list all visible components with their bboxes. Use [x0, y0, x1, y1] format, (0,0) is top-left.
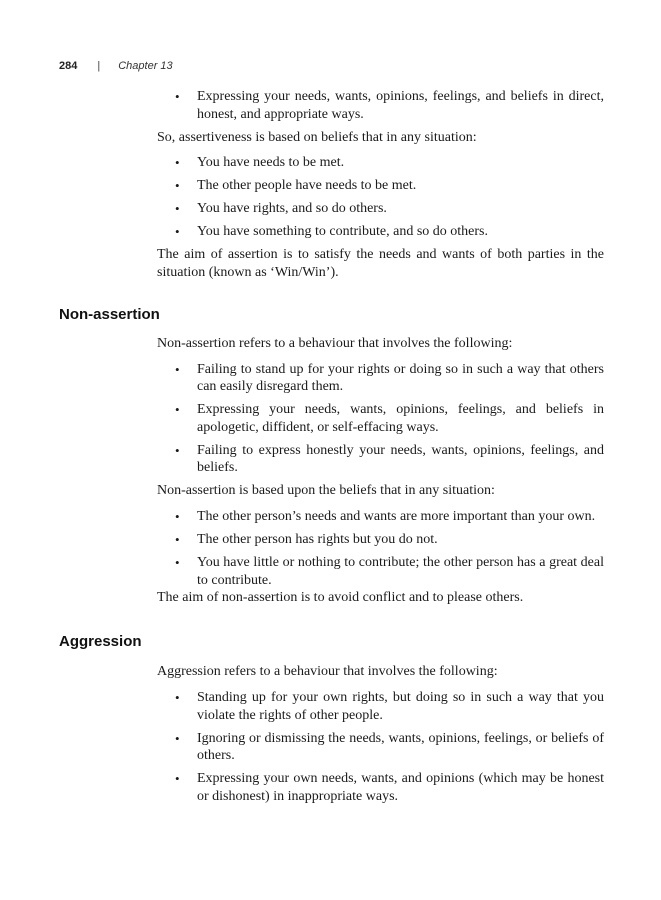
bullet-icon: • [175, 730, 180, 746]
list-item: • Failing to stand up for your rights or doing so in such a way that others can easily disregard them. [175, 361, 604, 394]
list-item: • Failing to express honestly your needs, wants, opinions, feelings, and beliefs. [175, 442, 604, 475]
section-heading-non-assertion: Non-assertion [59, 305, 160, 323]
paragraph: The aim of assertion is to satisfy the needs and wants of both parties in the situation (known as ‘Win/Win’). [157, 246, 604, 280]
list-item: • The other person’s needs and wants are more important than your own. [175, 509, 596, 524]
bullet-icon: • [175, 555, 180, 570]
list-item: • Ignoring or dismissing the needs, wants, opinions, feelings, or beliefs of others. [175, 730, 604, 763]
paragraph: The aim of non-assertion is to avoid conflict and to please others. [157, 590, 524, 605]
list-item: • You have something to contribute, and so do others. [175, 223, 488, 239]
bullet-icon: • [175, 361, 180, 377]
non-assertion-behaviours-list [175, 361, 604, 477]
intro-bullet-list [175, 88, 604, 123]
list-item: • The other people have needs to be met. [175, 177, 417, 193]
list-item: • You have needs to be met. [175, 154, 345, 170]
header-separator: | [97, 60, 101, 72]
page-body [0, 88, 661, 811]
bullet-icon: • [175, 771, 180, 786]
paragraph: Non-assertion refers to a behaviour that involves the following: [157, 335, 513, 351]
bullet-icon: • [175, 200, 180, 216]
bullet-icon: • [175, 402, 180, 417]
paragraph: Aggression refers to a behaviour that involves the following: [157, 664, 498, 679]
list-item: • You have little or nothing to contribute; the other person has a great deal to contribute. [175, 555, 604, 588]
bullet-icon: • [175, 509, 180, 524]
bullet-icon: • [175, 89, 180, 104]
bullet-icon: • [175, 532, 180, 547]
list-item: • Expressing your needs, wants, opinions, feelings, and beliefs in apologetic, diffident, or self-effacing ways. [175, 402, 604, 435]
page-number: 284 [59, 60, 78, 72]
bullet-icon: • [175, 690, 180, 705]
bullet-icon: • [175, 442, 180, 458]
paragraph: So, assertiveness is based on beliefs that in any situation: [157, 129, 477, 145]
aggression-behaviours-list [175, 689, 604, 805]
bullet-icon: • [175, 177, 180, 193]
list-item: • The other person has rights but you do not. [175, 532, 438, 547]
list-item: • Expressing your needs, wants, opinions, feelings, and beliefs in direct, honest, and appropriate ways. [175, 89, 604, 122]
running-header [59, 60, 173, 72]
bullet-icon: • [175, 154, 180, 170]
list-item: • Standing up for your own rights, but doing so in such a way that you violate the rights of other people. [175, 690, 604, 723]
list-item: • You have rights, and so do others. [175, 200, 387, 216]
chapter-label: Chapter 13 [118, 60, 173, 72]
section-heading-aggression: Aggression [59, 633, 142, 650]
paragraph: Non-assertion is based upon the beliefs that in any situation: [157, 483, 495, 498]
non-assertion-beliefs-list [175, 508, 604, 589]
assertive-beliefs-list [175, 154, 604, 241]
bullet-icon: • [175, 223, 180, 239]
list-item: • Expressing your own needs, wants, and opinions (which may be honest or dishonest) in inappropriate ways. [175, 771, 604, 804]
